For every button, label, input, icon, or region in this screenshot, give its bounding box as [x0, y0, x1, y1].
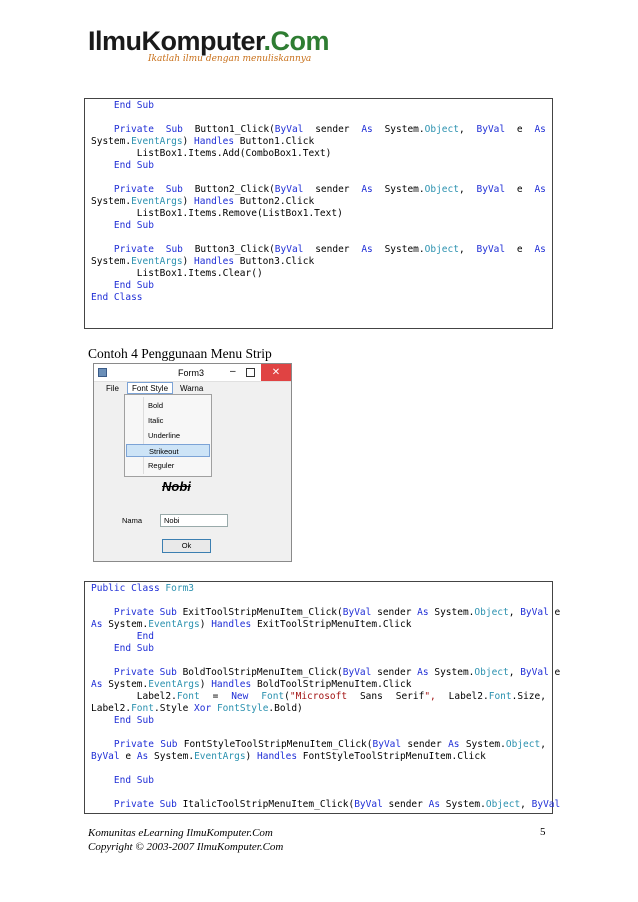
- logo-title: [88, 26, 329, 56]
- app-icon: [98, 368, 107, 377]
- code-line: [91, 727, 546, 739]
- section-heading: Contoh 4 Penggunaan Menu Strip: [88, 346, 272, 361]
- menu-font-style[interactable]: Font Style: [127, 382, 173, 394]
- code-line: [91, 787, 546, 799]
- page-footer: [88, 826, 283, 854]
- menu-item-bold[interactable]: Bold: [148, 401, 164, 410]
- menu-item-italic[interactable]: Italic: [148, 416, 164, 425]
- code-block-1: [84, 98, 553, 329]
- code-line: Label2.Font = New Font("Microsoft Sans Serif", Label2.Font.Size,: [136, 691, 546, 702]
- code-line: [91, 232, 546, 244]
- code-line: ByVal e As System.EventArgs) Handles FontStyleToolStripMenuItem.Click: [91, 751, 486, 762]
- maximize-icon[interactable]: [246, 368, 255, 377]
- menu-item-strikeout[interactable]: Strikeout: [126, 444, 210, 457]
- code-line: ListBox1.Items.Add(ComboBox1.Text): [136, 148, 332, 159]
- code-line: End Sub: [113, 160, 154, 171]
- code-line: Private Sub Button1_Click(ByVal sender As System.Object, ByVal e As: [113, 124, 546, 135]
- site-logo: [88, 26, 329, 64]
- code-line: As System.EventArgs) Handles BoldToolStripMenuItem.Click: [91, 679, 412, 690]
- name-label: Nama: [122, 516, 143, 525]
- menu-item-underline[interactable]: Underline: [148, 431, 181, 440]
- window-title: Form3: [178, 368, 205, 378]
- page-number: 5: [540, 826, 546, 838]
- code-line: System.EventArgs) Handles Button3.Click: [91, 256, 315, 267]
- code-line: End Sub: [113, 715, 154, 726]
- logo-tagline: Ikatlah ilmu dengan menuliskannya: [148, 54, 312, 64]
- code-line: Private Sub BoldToolStripMenuItem_Click(ByVal sender As System.Object, ByVal e: [113, 667, 561, 678]
- code-line: Label2.Font.Style Xor FontStyle.Bold): [91, 703, 303, 714]
- logo-title-main: IlmuKomputer: [88, 26, 264, 56]
- footer-line-2: Copyright © 2003-2007 IlmuKomputer.Com: [88, 841, 284, 853]
- code-line: End: [136, 631, 154, 642]
- code-line: End Sub: [113, 100, 154, 111]
- code-line: ListBox1.Items.Clear(): [136, 268, 263, 279]
- form3-window: [93, 363, 292, 562]
- footer-line-1: Komunitas eLearning IlmuKomputer.Com: [88, 827, 273, 839]
- code-line: End Sub: [113, 220, 154, 231]
- code-line: Private Sub ExitToolStripMenuItem_Click(ByVal sender As System.Object, ByVal e: [113, 607, 561, 618]
- ok-button[interactable]: Ok: [162, 539, 211, 553]
- close-icon[interactable]: ✕: [261, 364, 291, 381]
- font-style-dropdown: [124, 394, 212, 477]
- code-block-2: [84, 581, 561, 814]
- code-line: End Sub: [113, 643, 154, 654]
- code-line: [91, 763, 546, 775]
- code-line: Private Sub ItalicToolStripMenuItem_Click(ByVal sender As System.Object, ByVal: [113, 799, 561, 810]
- preview-label: Nobi: [162, 479, 191, 494]
- menu-warna[interactable]: Warna: [180, 384, 204, 393]
- code-line: Private Sub Button3_Click(ByVal sender As System.Object, ByVal e As: [113, 244, 546, 255]
- menu-file[interactable]: File: [106, 384, 119, 393]
- code-line: System.EventArgs) Handles Button1.Click: [91, 136, 315, 147]
- window-titlebar: [94, 364, 291, 382]
- code-line: End Class: [91, 292, 143, 303]
- name-input[interactable]: Nobi: [160, 514, 228, 527]
- code-line: [91, 112, 546, 124]
- logo-title-suffix: .Com: [263, 26, 330, 56]
- code-line: System.EventArgs) Handles Button2.Click: [91, 196, 315, 207]
- code-line: [91, 172, 546, 184]
- code-line: ListBox1.Items.Remove(ListBox1.Text): [136, 208, 343, 219]
- code-line: As System.EventArgs) Handles ExitToolStripMenuItem.Click: [91, 619, 412, 630]
- code-line: [91, 595, 546, 607]
- menu-item-reguler[interactable]: Reguler: [148, 461, 175, 470]
- code-line: End Sub: [113, 775, 154, 786]
- code-line: Private Sub Button2_Click(ByVal sender As System.Object, ByVal e As: [113, 184, 546, 195]
- code-line: End Sub: [113, 280, 154, 291]
- code-line: Private Sub FontStyleToolStripMenuItem_Click(ByVal sender As System.Object,: [113, 739, 546, 750]
- minimize-icon[interactable]: –: [230, 366, 236, 377]
- code-line: Public Class Form3: [91, 583, 195, 594]
- code-line: [91, 655, 546, 667]
